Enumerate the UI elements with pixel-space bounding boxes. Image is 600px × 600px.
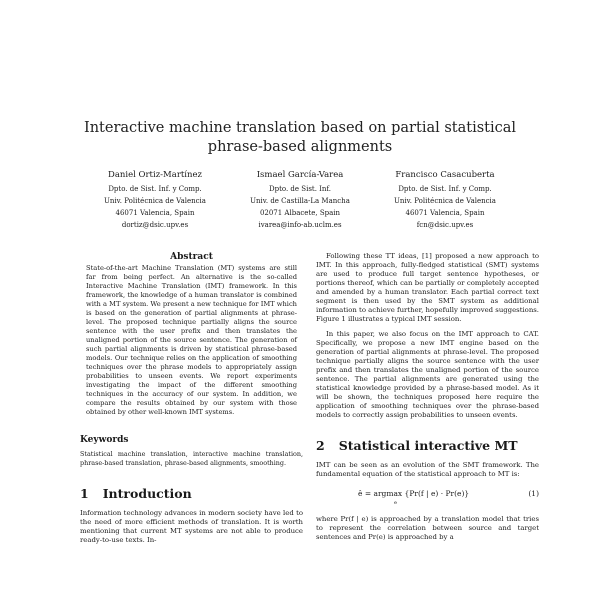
author-name: Daniel Ortiz-Martínez <box>108 170 202 180</box>
author-univ: Univ. Politécnica de Valencia <box>394 197 496 205</box>
intro-paragraph: Information technology advances in modern society have led to the need of more efficient methods of translation. It is worth mentioning that current MT systems are not able to produce ready-to-use texts. In- <box>80 509 303 544</box>
author-city: 02071 Albacete, Spain <box>259 209 341 217</box>
author-dept: Dpto. de Sist. Inf. y Comp. <box>108 185 202 193</box>
author-2 <box>225 168 375 231</box>
equation-expression: ê = argmax {Pr(f | e) · Pr(e)} <box>358 489 470 498</box>
author-email: fcn@dsic.upv.es <box>416 221 474 229</box>
section-2-heading <box>316 438 539 453</box>
body-paragraph-3: where Pr(f | e) is approached by a translation model that tries to represent the correlation between source and target sentences and Pr(e) is approached by a <box>316 515 539 541</box>
author-name: Francisco Casacuberta <box>395 170 495 180</box>
right-column <box>316 252 539 542</box>
author-city: 46071 Valencia, Spain <box>405 209 485 217</box>
author-name: Ismael García-Varea <box>256 170 344 180</box>
body-paragraph-2: In this paper, we also focus on the IMT approach to CAT. Specifically, we propose a new IMT engine based on the generation of partial alignments at phrase-level. The proposed technique partially aligns the source sentence with the user prefix and then translates the unaligned portion of the source sentence. The partial alignments are generated using the statistical knowledge provided by a phrase-based model. As it will be shown, the techniques proposed here require the application of smoothing techniques over the phrase-based models to correctly assign probabilities to unseen events. <box>316 330 539 419</box>
author-dept: Dpto. de Sist. Inf. <box>268 185 332 193</box>
section-2-paragraph: IMT can be seen as an evolution of the SMT framework. The fundamental equation of the statistical approach to MT is: <box>316 461 539 478</box>
paper-title-line-1: Interactive machine translation based on partial statistical <box>83 120 517 136</box>
author-univ: Univ. de Castilla-La Mancha <box>250 197 350 205</box>
section-1-heading <box>80 486 303 501</box>
body-paragraph-1: Following these TT ideas, [1] proposed a new approach to IMT. In this approach, fully-fledged statistical (SMT) systems are used to produce full target sentence hypotheses, or portions thereof, which can be partially or completely accepted and amended by a human translator. Each partial correct text segment is then used by the SMT system as additional information to achieve further, hopefully improved suggestions. Figure 1 illustrates a typical IMT session. <box>316 252 539 323</box>
paper-title-line-2: phrase-based alignments <box>207 139 393 155</box>
keywords-heading: Keywords <box>80 435 129 445</box>
author-email: dortiz@dsic.upv.es <box>121 221 189 229</box>
author-3 <box>370 168 520 231</box>
section-number: 2 <box>316 438 325 453</box>
author-1 <box>80 168 230 231</box>
left-column <box>80 252 303 545</box>
equation-number: (1) <box>528 489 539 498</box>
author-city: 46071 Valencia, Spain <box>115 209 195 217</box>
author-univ: Univ. Politécnica de Valencia <box>104 197 206 205</box>
section-title: Introduction <box>102 486 192 501</box>
author-email: ivarea@info-ab.uclm.es <box>258 221 342 229</box>
section-number: 1 <box>80 486 89 501</box>
abstract-text: State-of-the-art Machine Translation (MT) systems are still far from being perfect. An alternative is the so-called Interactive Machine Translation (IMT) framework. In this framework, the knowledge of a human translator is combined with a MT system. We present a new technique for IMT which is based on the generation of partial alignments at phrase-level. The proposed technique partially aligns the source sentence with the user prefix and then translates the unaligned portion of the source sentence. The generation of such partial alignments is driven by statistical phrase-based models. Our technique relies on the application of smoothing techniques over the phrase models to appropriately assign probabilities to unseen events. We report experiments investigating the impact of the different smoothing techniques in the accuracy of our system. In addition, we compare the results obtained by our system with those obtained by other well-known IMT systems. <box>86 264 297 416</box>
abstract-heading: Abstract <box>170 252 213 262</box>
author-block <box>80 168 520 238</box>
author-dept: Dpto. de Sist. Inf. y Comp. <box>398 185 492 193</box>
equation-subscript: e <box>394 500 397 506</box>
section-title: Statistical interactive MT <box>338 438 518 453</box>
keywords-text: Statistical machine translation, interactive machine translation, phrase-based translation, phrase-based alignments, smoothing. <box>80 450 303 467</box>
equation-1 <box>316 485 539 507</box>
paper-title <box>60 119 540 157</box>
